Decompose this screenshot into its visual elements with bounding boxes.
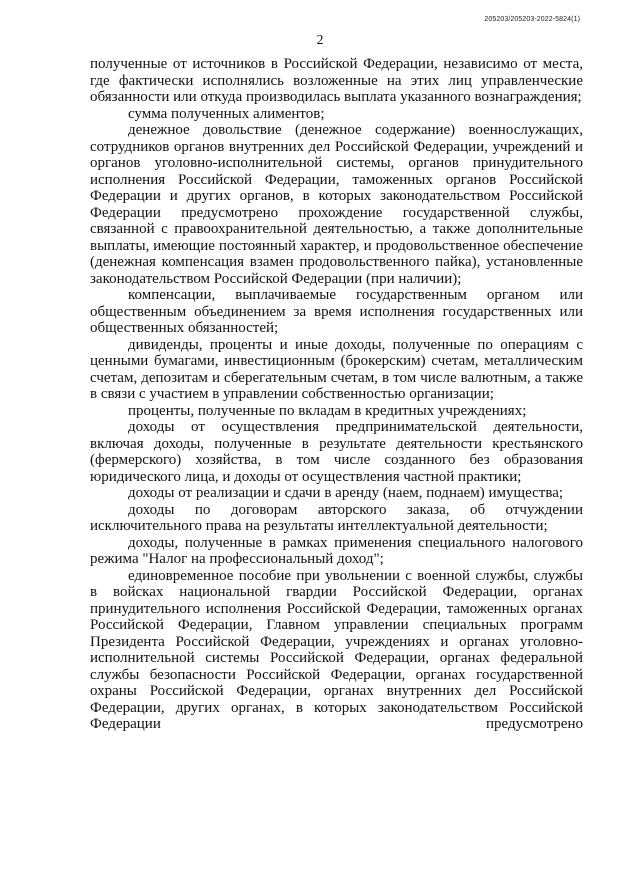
paragraph: доходы от осуществления предпринимательской деятельности, включая доходы, полученные в результате деятельности крестьянского (фермерского) хозяйства, в том числе созданного без образования юридического лица, и доходы от осуществления частной практики; [90,419,583,485]
paragraph: денежное довольствие (денежное содержание) военнослужащих, сотрудников органов внутренних дел Российской Федерации, учреждений и органов уголовно-исполнительной системы, органов принудительного исполнения Российской Федерации, таможенных органов Российской Федерации и других органов, в которых законодательством Российской Федерации предусмотрено прохождение государственной службы, связанной с правоохранительной деятельностью, а также дополнительные выплаты, имеющие постоянный характер, и продовольственное обеспечение (денежная компенсация взамен продовольственного пайка), установленные законодательством Российской Федерации (при наличии); [90,122,583,287]
paragraph: полученные от источников в Российской Федерации, независимо от места, где фактически исполнялись возложенные на этих лиц управленческие обязанности или откуда производилась выплата указанного вознаграждения; [90,56,583,105]
page-number: 2 [316,33,324,48]
paragraph: доходы, полученные в рамках применения специального налогового режима "Налог на профессиональный доход"; [90,534,583,567]
paragraph: единовременное пособие при увольнении с военной службы, службы в войсках национальной гвардии Российской Федерации, органах принудительного исполнения Российской Федерации, таможенных органах Российской Федерации, Главном управлении специальных программ Президента Российской Федерации, учреждениях и органах уголовно-исполнительной системы Российской Федерации, органах федеральной службы безопасности Российской Федерации, органах государственной охраны Российской Федерации, органах внутренних дел Российской Федерации, других органах, в которых законодательством Российской Федерации предусмотрено [90,567,583,732]
paragraph: дивиденды, проценты и иные доходы, полученные по операциям с ценными бумагами, инвестиционным (брокерским) счетам, металлическим счетам, депозитам и сберегательным счетам, в том числе валютным, а также в связи с участием в управлении собственностью организации; [90,336,583,402]
paragraph: сумма полученных алиментов; [128,105,325,122]
document-id: 205203/205203-2022-5824(1) [484,16,580,23]
body-text [90,56,583,733]
paragraph: доходы от реализации и сдачи в аренду (наем, поднаем) имущества; [128,485,564,501]
paragraph: проценты, полученные по вкладам в кредитных учреждениях; [128,402,527,419]
paragraph: доходы по договорам авторского заказа, об отчуждении исключительного права на результаты интеллектуальной деятельности; [90,501,583,534]
paragraph: компенсации, выплачиваемые государственным органом или общественным объединением за время исполнения государственных или общественных обязанностей; [90,287,583,336]
